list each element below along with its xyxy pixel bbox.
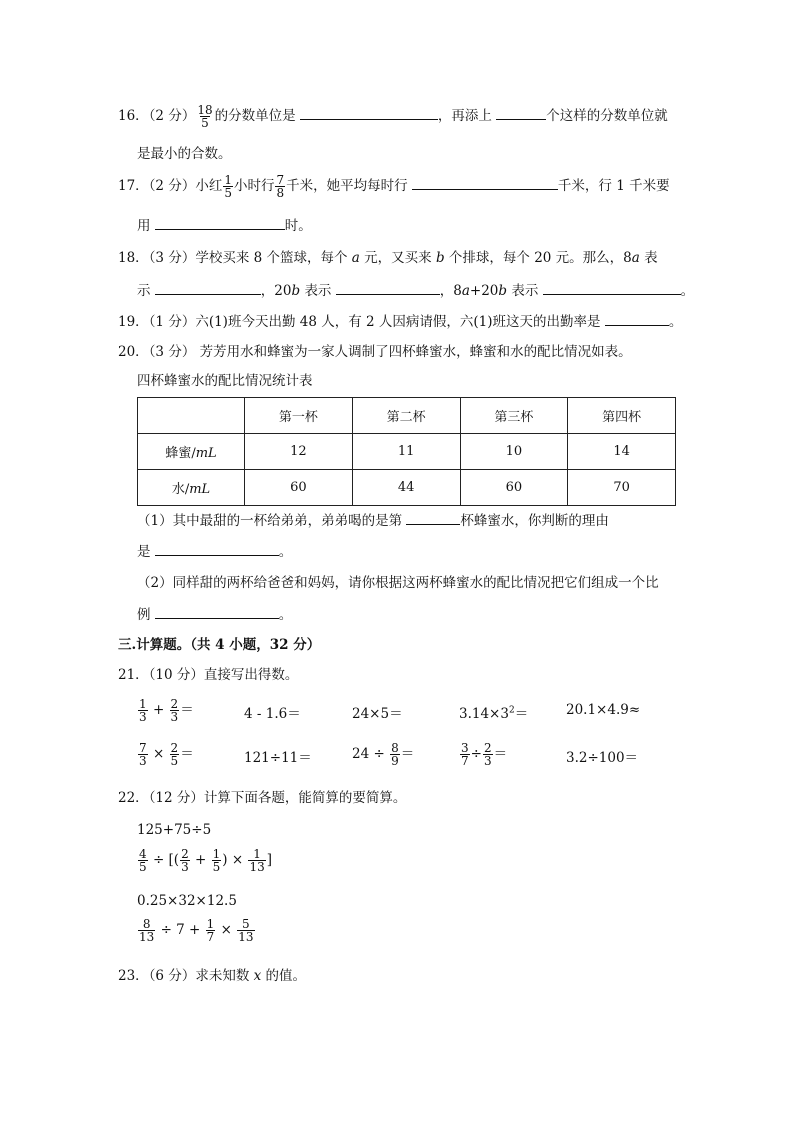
q21-r2c5: 3.2÷100＝ [566, 750, 639, 766]
answer-blank[interactable] [406, 510, 460, 525]
answer-blank[interactable] [412, 175, 558, 190]
table-header-cell: 第四杯 [568, 398, 676, 434]
row-label-honey: 蜂蜜/mL [138, 434, 245, 470]
answer-blank[interactable] [155, 215, 285, 230]
q22-e3: 0.25×32×12.5 [137, 893, 237, 909]
q20-sub1-line1: （1）其中最甜的一杯给弟弟，弟弟喝的是第 杯蜂蜜水，你判断的理由 [137, 510, 609, 531]
q21-r1c4: $3.14\times 3^2=$ [459, 705, 529, 722]
answer-blank[interactable] [543, 280, 681, 295]
table-header-cell [138, 398, 245, 434]
table-title: 四杯蜂蜜水的配比情况统计表 [137, 373, 313, 389]
row-label-water: 水/mL [138, 470, 245, 506]
ratio-table [137, 397, 676, 506]
fraction: $\frac{18}{5}$ [197, 103, 213, 130]
answer-blank[interactable] [336, 280, 440, 295]
table-cell: 70 [568, 470, 676, 506]
q23-line: 23．（6 分）求未知数 x 的值。 [118, 968, 307, 984]
table-cell: 60 [460, 470, 568, 506]
table-row [138, 470, 676, 506]
q20-sub1-line2: 是 。 [137, 541, 292, 562]
q20-line: 20．（3 分） 芳芳用水和蜂蜜为一家人调制了四杯蜂蜜水，蜂蜜和水的配比情况如表。 [118, 344, 632, 360]
table-header-cell: 第三杯 [460, 398, 568, 434]
table-cell: 11 [352, 434, 460, 470]
table-header-row [138, 398, 676, 434]
q16-line2: 是最小的合数。 [137, 146, 232, 162]
q21-r2c1: $\frac{7}{3}$ × $\frac{2}{5}$ ＝ [139, 741, 194, 768]
answer-blank[interactable] [155, 541, 279, 556]
table-row [138, 434, 676, 470]
q21-r1c1: $\frac{1}{3}$ + $\frac{2}{3}$ ＝ [139, 697, 194, 724]
q20-sub2-line1: （2）同样甜的两杯给爸爸和妈妈，请你根据这两杯蜂蜜水的配比情况把它们组成一个比 [137, 575, 659, 591]
table-cell: 60 [245, 470, 353, 506]
q21-r1c2: 4 - 1.6＝ [244, 706, 301, 722]
table-header-cell: 第二杯 [352, 398, 460, 434]
q21-r2c2: 121÷11＝ [244, 750, 312, 766]
table-cell: 44 [352, 470, 460, 506]
fraction: $\frac{7}{8}$ [276, 173, 285, 200]
q21-line: 21．（10 分）直接写出得数。 [118, 667, 299, 683]
section-heading: 三.计算题。（共 4 小题，32 分） [118, 637, 321, 653]
q21-r1c3: 24×5＝ [352, 706, 403, 722]
q22-e1: 125+75÷5 [137, 822, 212, 838]
answer-blank[interactable] [155, 604, 279, 619]
answer-blank[interactable] [300, 105, 438, 120]
q22-line: 22．（12 分）计算下面各题，能简算的要简算。 [118, 790, 407, 806]
table-cell: 14 [568, 434, 676, 470]
q21-r2c4: $\frac{3}{7}$ ÷ $\frac{2}{3}$ ＝ [461, 741, 508, 768]
answer-blank[interactable] [155, 280, 261, 295]
q22-e4: $\frac{8}{13}$ ÷ 7 + $\frac{1}{7}$ × $\frac{5}{13}$ [139, 917, 254, 944]
q19-line: 19．（1 分）六(1)班今天出勤 48 人，有 2 人因病请假，六(1)班这天的出勤率是 。 [118, 311, 682, 332]
q18-line2: 示 ，20b 表示 ，8a+20b 表示 。 [137, 280, 694, 301]
answer-blank[interactable] [496, 105, 546, 120]
q21-r2c3: 24 ÷ $\frac{8}{9}$ ＝ [352, 741, 415, 768]
q17-line1: 17．（2 分）小红 $\frac{1}{5}$ 小时行 $\frac{7}{8}$ 千米，她平均每时行 千米，行 1 千米要 [118, 173, 670, 200]
table-cell: 12 [245, 434, 353, 470]
table-header-cell: 第一杯 [245, 398, 353, 434]
q20-sub2-line2: 例 。 [137, 604, 292, 625]
q22-e2: $\frac{4}{5}$ ÷ [( $\frac{2}{3}$ + $\frac{1}{5}$ ) × $\frac{1}{13}$ ] [139, 847, 272, 874]
answer-blank[interactable] [605, 311, 669, 326]
q16-line1: 16．（2 分） $\frac{18}{5}$ 的分数单位是 ，再添上 个这样的分数单位就 [118, 103, 668, 130]
q18-line1: 18．（3 分）学校买来 8 个篮球，每个 a 元，又买来 b 个排球，每个 20 元。那么，8a 表 [118, 250, 658, 266]
q21-r1c5: 20.1×4.9≈ [566, 702, 641, 718]
fraction: $\frac{1}{5}$ [224, 173, 232, 200]
q17-line2: 用 时。 [137, 215, 312, 236]
table-cell: 10 [460, 434, 568, 470]
